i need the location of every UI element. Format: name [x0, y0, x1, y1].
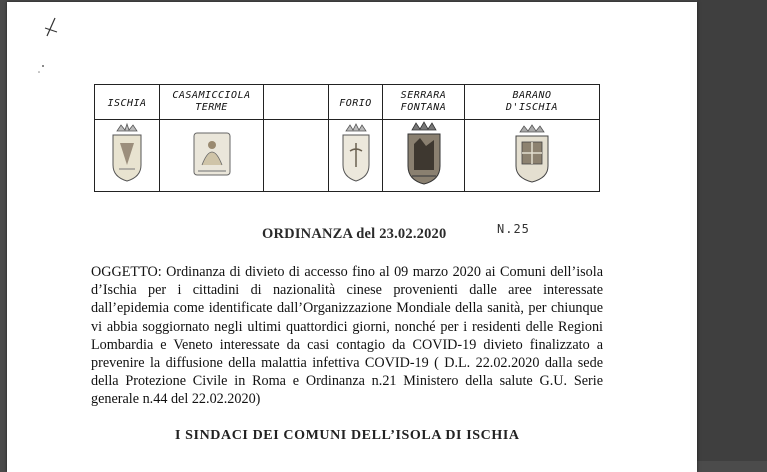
- serrara-fontana-crest-icon: [402, 120, 446, 186]
- ordinance-number: N.25: [497, 222, 530, 236]
- serrara-fontana-crest-cell: [383, 120, 465, 192]
- scan-mark: [33, 14, 73, 74]
- town-name-serrara-fontana: SERRARA FONTANA: [383, 85, 465, 120]
- town-name-casamicciola: CASAMICCIOLA TERME: [160, 85, 264, 120]
- barano-crest-icon: [510, 122, 554, 184]
- town-name-forio: FORIO: [329, 85, 383, 120]
- casamicciola-crest-icon: [190, 125, 234, 181]
- town-name-ischia: ISCHIA: [95, 85, 160, 120]
- subject-paragraph: OGGETTO: Ordinanza di divieto di accesso fino al 09 marzo 2020 ai Comuni dell’isola d’Ischia per i cittadini di nazionalità cinese provenienti dalle aree interessate dall’epidemia come identificate dall’Organizzazione Mondiale della sanità, per chiunque vi abbia soggiornato negli ultimi quattordici giorni, nonché per i residenti delle Regioni Lombardia e Veneto interessate da casi contagio da COVID-19 divieto finalizzato a prevenire la diffusione della malattia infettiva COVID-19 ( D.L. 22.02.2020 dalla sede della Protezione Civile in Roma e Ordinanza n.21 Ministero della salute G.U. Serie generale n.44 del 22.02.2020): [91, 264, 603, 408]
- ordinance-title: ORDINANZA del 23.02.2020: [262, 226, 447, 242]
- town-name-barano: BARANO D'ISCHIA: [465, 85, 600, 120]
- town-name-empty: [264, 85, 329, 120]
- forio-crest-cell: [329, 120, 383, 192]
- ischia-crest-cell: [95, 120, 160, 192]
- barano-crest-cell: [465, 120, 600, 192]
- viewer-background: [697, 0, 767, 461]
- empty-crest-cell: [264, 120, 329, 192]
- forio-crest-icon: [336, 121, 376, 185]
- ischia-crest-icon: [105, 121, 149, 185]
- mayors-heading: I SINDACI DEI COMUNI DELL’ISOLA DI ISCHIA: [175, 428, 520, 443]
- casamicciola-crest-cell: [160, 120, 264, 192]
- municipalities-table: [94, 84, 600, 192]
